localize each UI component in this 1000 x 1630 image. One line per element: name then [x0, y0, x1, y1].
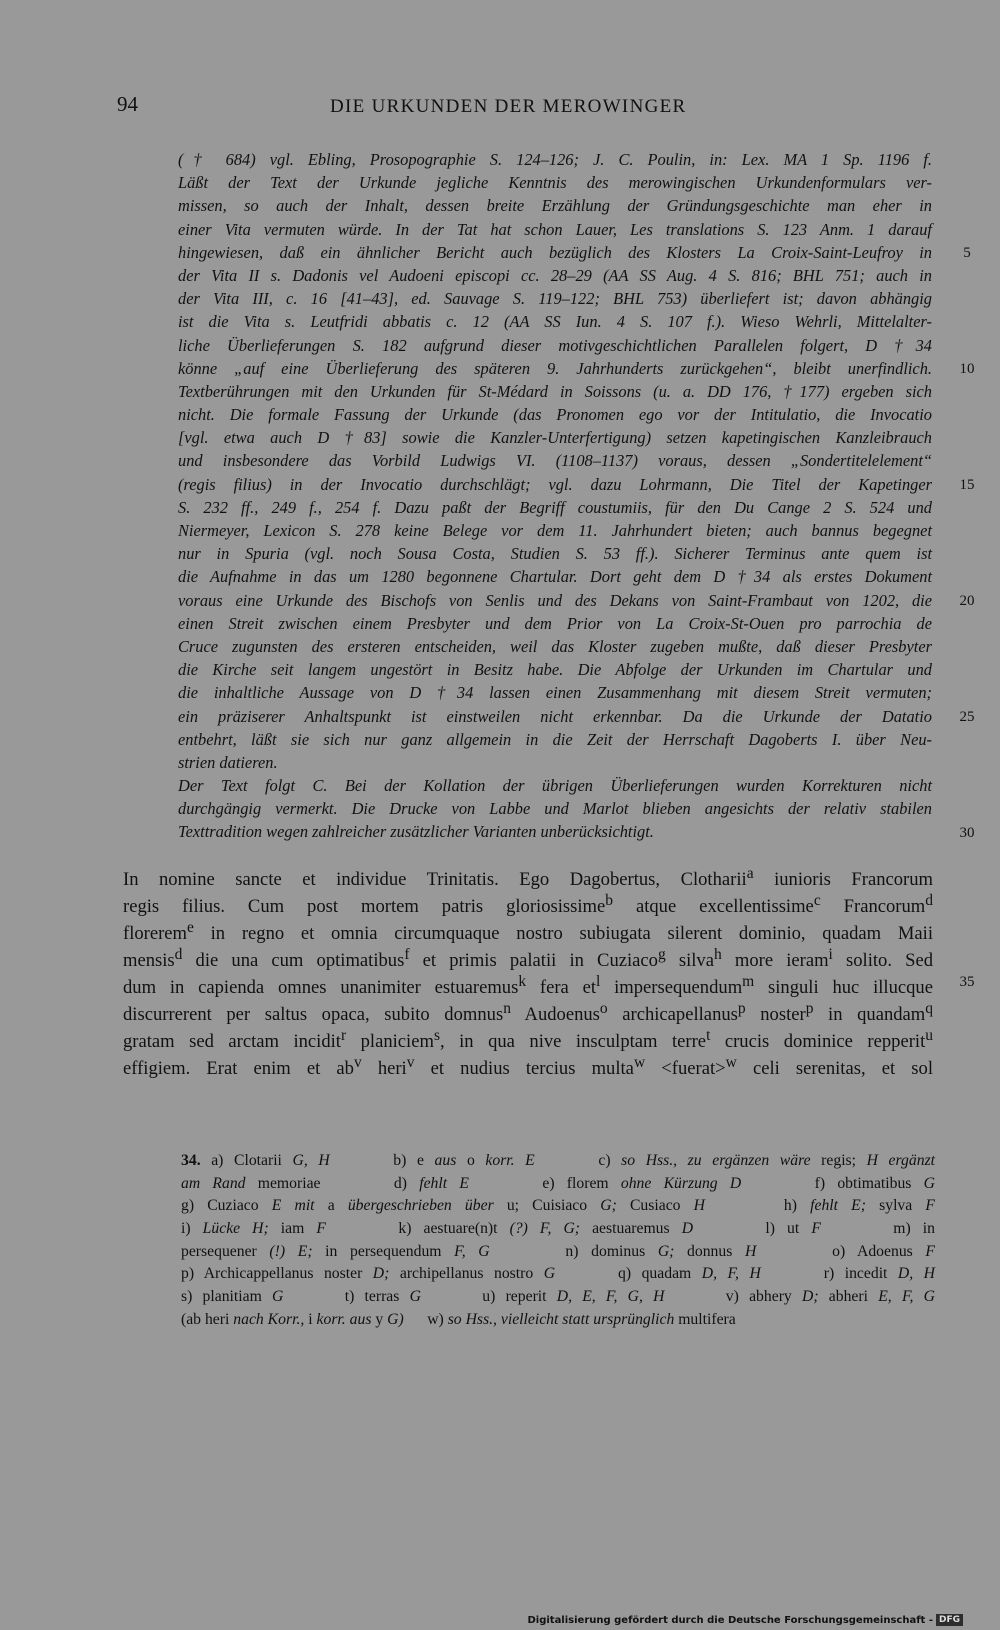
commentary-line: († 684) vgl. Ebling, Prosopographie S. 124–126; J. C. Poulin, in: Lex. MA 1 Sp. 1196 f. — [178, 150, 932, 169]
charter-line: discurrerent per saltus opaca, subito domnus$^n$ Audoenus$^o$ archicapellanus$^p$ noster$^p$ in quandam$^q$ — [123, 1000, 934, 1026]
commentary-line: Niermeyer, Lexicon S. 278 keine Belege vor dem 11. Jahrhundert bieten; auch bannus begegnet — [178, 521, 932, 540]
charter-line: effigiem. Erat enim et $ab^v$ heri$^v$ et nudius tercius multa$^w$ <fuerat>$^w$ celi serenitas, et sol — [123, 1054, 933, 1080]
commentary-line: einer Vita vermuten würde. In der Tat hat schon Lauer, Les translations S. 123 Anm. 1 darauf — [178, 219, 932, 239]
commentary-line: die inhaltliche Aussage von D †34 lassen einen Zusammenhang mit diesem Streit vermuten; — [178, 683, 932, 703]
charter-line: In nomine sancte et individue Trinitatis. Ego Dagobertus, Clotharii$^a$ iunioris Francorum — [123, 865, 933, 891]
digitization-credit — [527, 1614, 963, 1626]
commentary-line: die Kirche seit langem ungestört in Besitz habe. Die Abfolge der Urkunden im Chartular und — [178, 660, 932, 680]
commentary-line: Texttradition wegen zahlreicher zusätzlicher Varianten unberücksichtigt. — [178, 822, 654, 842]
commentary-line: einen Streit zwischen einem Presbyter und dem Prior von La Croix-St-Ouen pro parrochia de — [178, 613, 932, 633]
line-number: 15 — [959, 476, 975, 493]
commentary-line: nur in Spuria (vgl. noch Sousa Costa, Studien S. 53 ff.). Sicherer Terminus ante quem ist — [178, 544, 932, 564]
commentary-block — [178, 148, 932, 844]
charter-line: gratam sed arctam incidit$^r$ planiciem$^s$, in qua nive insculptam terre$^t$ crucis dominice repperit$^u$ — [123, 1027, 933, 1053]
footnote-line: g) Cuziaco E mit a übergeschrieben über u; Cuisiaco G; Cusiaco H h) fehlt E; sylva F — [181, 1197, 935, 1215]
commentary-line: (regis filius) in der Invocatio durchschlägt; vgl. dazu Lohrmann, Die Titel der Kapetinger — [178, 474, 932, 494]
dfg-logo: DFG — [936, 1614, 963, 1626]
commentary-line: liche Überlieferungen S. 182 aufgrund dieser motivgeschichtlichen Parallelen folgert, D †34 — [178, 335, 932, 355]
commentary-line: der Vita II s. Dadonis vel Audoeni episcopi cc. 28–29 (AA SS Aug. 4 S. 816; BHL 751; auch in — [178, 265, 932, 285]
line-number: 25 — [959, 708, 975, 725]
footnote-line: p) Archicappellanus noster D; archipellanus nostro G q) quadam D, F, H r) incedit D, H — [181, 1265, 935, 1283]
commentary-line: Cruce zugunsten des ersteren entscheiden, weil das Kloster zugeben mußte, daß dieser Presbyter — [178, 636, 932, 656]
line-number: 20 — [959, 592, 975, 609]
commentary-line: strien datieren. — [178, 752, 278, 772]
commentary-line: entbehrt, läßt sie sich nur ganz allgemein in die Zeit der Herrschaft Dagoberts I. über Neu- — [178, 729, 932, 749]
line-number: 30 — [959, 824, 975, 841]
footnote-apparatus — [181, 1150, 935, 1332]
commentary-line: hingewiesen, daß ein ähnlicher Bericht auch bezüglich des Klosters La Croix-Saint-Leufroy in — [178, 242, 932, 262]
charter-line: mensis$^d$ die una cum optimatibus$^f$ et primis palatii in Cuziaco$^g$ silva$^h$ more ieram$^i$ solito. Sed — [123, 946, 933, 972]
commentary-line: ist die Vita s. Leutfridi abbatis c. 12 (AA SS Iun. 4 S. 107 f.). Wieso Wehrli, Mittelalter- — [178, 312, 932, 332]
commentary-line: [vgl. etwa auch D †83] sowie die Kanzler-Unterfertigung) setzen kapetingischen Kanzleibrauch — [178, 428, 932, 448]
commentary-line: der Vita III, c. 16 [41–43], ed. Sauvage S. 119–122; BHL 753) überliefert ist; davon abhängig — [178, 289, 932, 309]
credit-text: Digitalisierung gefördert durch die Deutsche Forschungsgemeinschaft - — [527, 1615, 933, 1626]
commentary-line: ein präziserer Anhaltspunkt ist einstweilen nicht erkennbar. Da die Urkunde der Datatio — [178, 706, 932, 726]
footnote-line: (ab heri nach Korr., i korr. aus y G) w) so Hss., vielleicht statt ursprünglich multifera — [181, 1310, 736, 1328]
commentary-line: missen, so auch der Inhalt, dessen breite Erzählung der Gründungsgeschichte man eher in — [178, 196, 932, 216]
running-head: DIE URKUNDEN DER MEROWINGER — [330, 96, 687, 117]
line-number: 10 — [959, 360, 975, 377]
charter-line: regis filius. Cum post mortem patris gloriosissime$^b$ atque excellentissime$^c$ Francorum$^d$ — [123, 892, 933, 918]
commentary-line: S. 232 ff., 249 f., 254 f. Dazu paßt der Begriff coustumiis, für den Du Cange 2 S. 524 und — [178, 497, 932, 517]
line-number: 5 — [963, 244, 971, 261]
charter-text — [123, 860, 934, 1080]
footnote-line: persequener (!) E; in persequendum F, G n) dominus G; donnus H o) Adoenus F — [181, 1242, 936, 1260]
footnote-line: i) Lücke H; iam F k) aestuare(n)t (?) F, G; aestuaremus D l) ut F m) in — [181, 1220, 935, 1238]
commentary-line: die Aufnahme in das um 1280 begonnene Chartular. Dort geht dem D †34 als erstes Dokument — [178, 567, 932, 587]
charter-line: florerem$^e$ in regno et omnia circumquaque nostro subiugata silerent dominio, quadam Maii — [123, 919, 933, 945]
footnote-line: s) planitiam G t) terras G u) reperit D, E, F, G, H v) abhery D; abheri E, F, G — [181, 1288, 935, 1306]
commentary-line: voraus eine Urkunde des Bischofs von Senlis und des Dekans von Saint-Frambaut von 1202, die — [178, 590, 932, 610]
commentary-line: Der Text folgt C. Bei der Kollation der übrigen Überlieferungen wurden Korrekturen nicht — [178, 776, 932, 796]
page-number: 94 — [117, 92, 138, 116]
line-number: 35 — [959, 974, 975, 990]
footnote-line: 34. a) Clotarii G, H b) e aus o korr. E c) so Hss., zu ergänzen wäre regis; H ergänzt — [181, 1152, 936, 1169]
commentary-line: Textberührungen mit den Urkunden für St-Médard in Soissons (u. a. DD 176, †177) ergeben sich — [178, 381, 932, 401]
commentary-line: könne „auf eine Überlieferung des späteren 9. Jahrhunderts zurückgehen“, bleibt unerfindlich. — [178, 358, 932, 378]
commentary-line: nicht. Die formale Fassung der Urkunde (das Pronomen ego vor der Intitulatio, die Invocatio — [178, 405, 932, 425]
commentary-line: Läßt der Text der Urkunde jegliche Kenntnis des merowingischen Urkundenformulars ver- — [178, 173, 932, 193]
commentary-line: durchgängig vermerkt. Die Drucke von Labbe und Marlot blieben angesichts der relativ stabilen — [178, 799, 932, 819]
commentary-line: und insbesondere das Vorbild Ludwigs VI. (1108–1137) voraus, dessen „Sondertitelelement“ — [178, 451, 932, 471]
charter-line: dum in capienda omnes unanimiter estuaremus$^k$ fera $et^l$ impersequendum$^m$ singuli huc illucque — [123, 973, 933, 999]
footnote-line: am Rand memoriae d) fehlt E e) florem ohne Kürzung D f) obtimatibus G — [181, 1174, 935, 1192]
